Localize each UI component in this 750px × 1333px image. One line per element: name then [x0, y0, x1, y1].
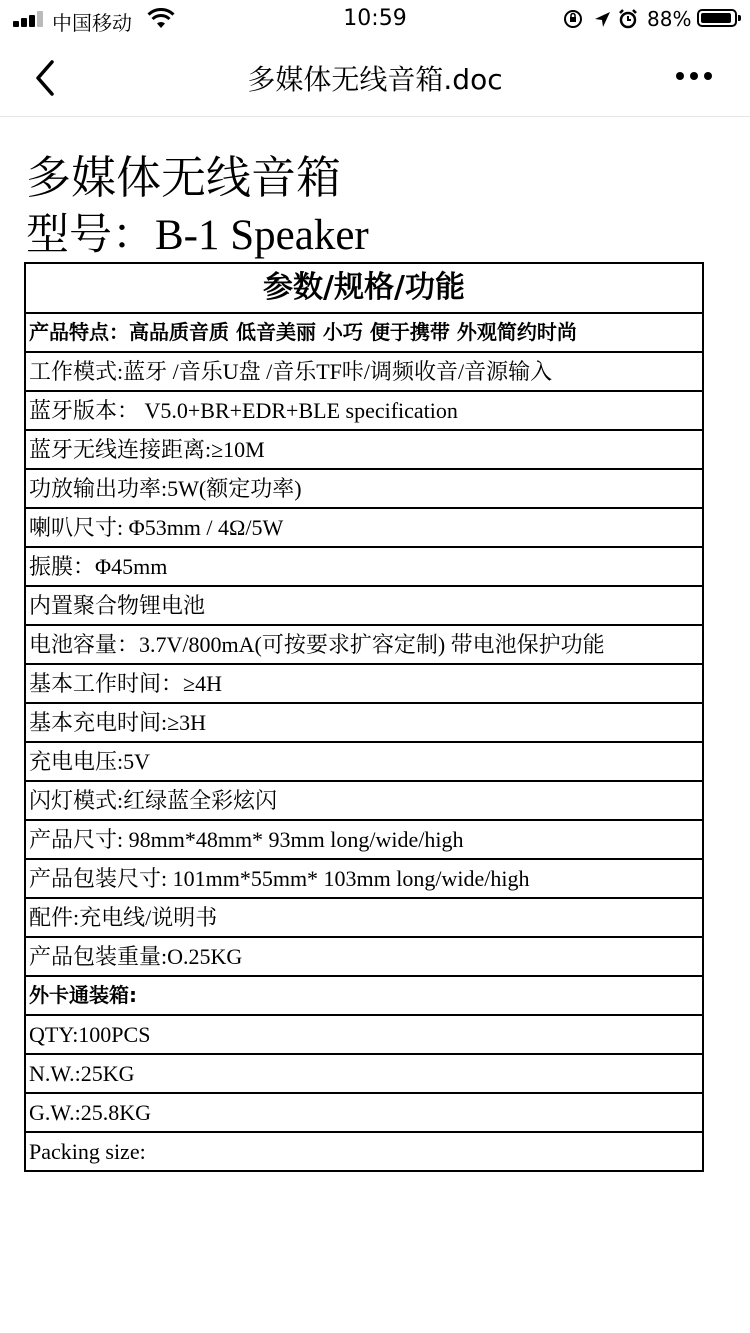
spec-table	[24, 262, 704, 1172]
doc-heading: 多媒体无线音箱	[26, 151, 342, 204]
spec-row: 产品包装重量:O.25KG	[25, 937, 703, 976]
spec-row: N.W.:25KG	[25, 1054, 703, 1093]
nav-bar	[0, 40, 750, 117]
model-line	[26, 208, 369, 263]
spec-row: 产品尺寸: 98mm*48mm* 93mm long/wide/high	[25, 820, 703, 859]
spec-row: 喇叭尺寸: Φ53mm / 4Ω/5W	[25, 508, 703, 547]
more-icon[interactable]	[676, 70, 712, 82]
spec-row: 工作模式:蓝牙 /音乐U盘 /音乐TF咔/调频收音/音源输入	[25, 352, 703, 391]
spec-row: 内置聚合物锂电池	[25, 586, 703, 625]
status-icons	[562, 8, 642, 30]
spec-row: 蓝牙无线连接距离:≥10M	[25, 430, 703, 469]
spec-row: 配件:充电线/说明书	[25, 898, 703, 937]
carrier-name: 中国移动	[52, 11, 132, 35]
alarm-icon	[620, 10, 636, 27]
location-icon	[595, 12, 610, 27]
spec-row: 电池容量：3.7V/800mA(可按要求扩容定制) 带电池保护功能	[25, 625, 703, 664]
spec-row: 基本工作时间：≥4H	[25, 664, 703, 703]
spec-row: QTY:100PCS	[25, 1015, 703, 1054]
spec-row: 闪灯模式:红绿蓝全彩炫闪	[25, 781, 703, 820]
model-value: B-1 Speaker	[155, 212, 369, 259]
document-title: 多媒体无线音箱.doc	[247, 63, 503, 96]
spec-row: 充电电压:5V	[25, 742, 703, 781]
spec-row: G.W.:25.8KG	[25, 1093, 703, 1132]
spec-table-header: 参数/规格/功能	[25, 263, 703, 313]
spec-row: Packing size:	[25, 1132, 703, 1171]
spec-row: 蓝牙版本： V5.0+BR+EDR+BLE specification	[25, 391, 703, 430]
battery-percent: 88%	[647, 7, 692, 31]
status-bar	[0, 0, 750, 40]
spec-row: 基本充电时间:≥3H	[25, 703, 703, 742]
spec-row: 产品包装尺寸: 101mm*55mm* 103mm long/wide/high	[25, 859, 703, 898]
orientation-lock-icon	[565, 11, 581, 27]
battery-icon	[697, 9, 737, 27]
spec-row: 振膜：Φ45mm	[25, 547, 703, 586]
spec-row: 产品特点：高品质音质 低音美丽 小巧 便于携带 外观简约时尚	[25, 313, 703, 352]
model-label: 型号：	[26, 210, 155, 260]
spec-row: 功放输出功率:5W(额定功率)	[25, 469, 703, 508]
clock: 10:59	[343, 6, 407, 31]
spec-row: 外卡通装箱:	[25, 976, 703, 1015]
